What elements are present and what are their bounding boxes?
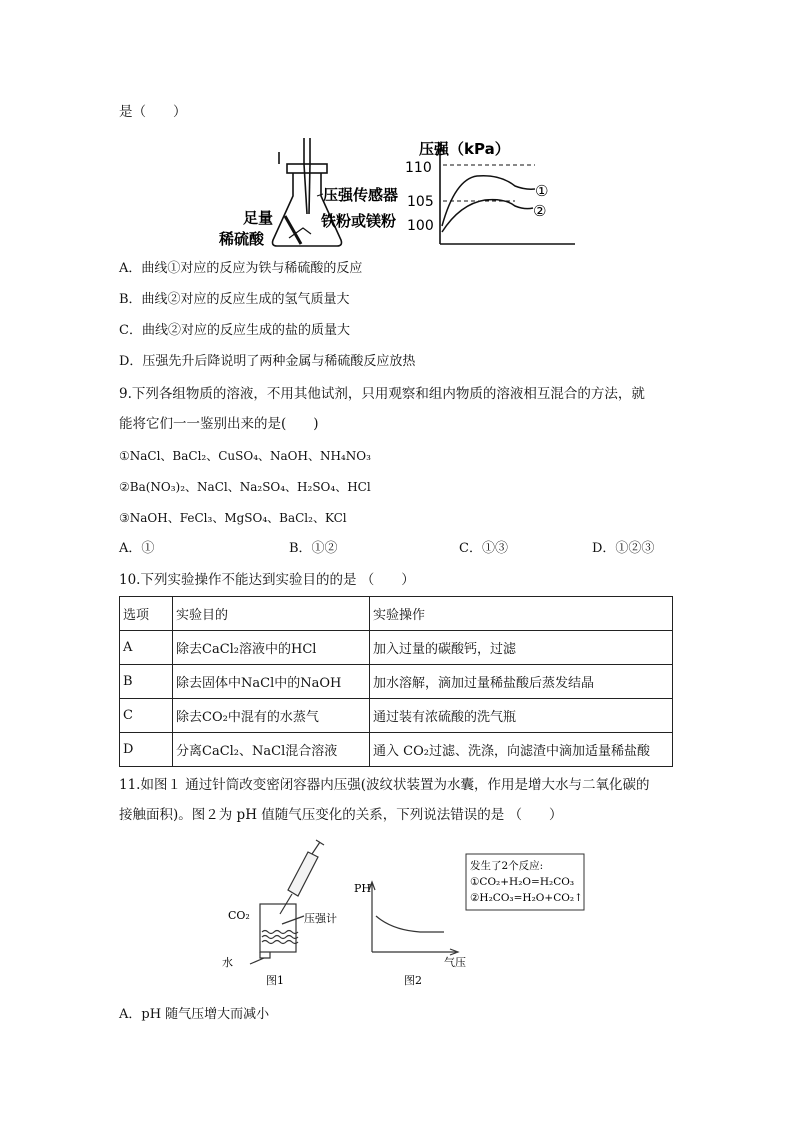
tick-105: 105 — [407, 194, 434, 210]
pressure-graph — [436, 144, 575, 244]
graph-y-label: PH — [354, 882, 371, 895]
q11-stem-1: 11.如图１ 通过针筒改变密闭容器内压强(波纹状装置为水囊，作用是增大水与二氧化碳的 — [119, 777, 650, 793]
graph-x-label: 气压 — [444, 956, 466, 969]
table-cell: B — [120, 665, 173, 699]
table-cell: 加入过量的碳酸钙，过滤 — [370, 631, 673, 665]
table-cell: 除去固体中NaCl中的NaOH — [173, 665, 370, 699]
q8-option-c: C．曲线②对应的反应生成的盐的质量大 — [119, 323, 350, 338]
header-option: 选项 — [120, 597, 173, 631]
container-icon — [250, 904, 304, 964]
q8-option-a: A．曲线①对应的反应为铁与稀硫酸的反应 — [119, 261, 363, 276]
caption-fig2: 图2 — [404, 974, 422, 987]
label-sensor: 压强传感器 — [323, 186, 399, 204]
table-header-row — [120, 597, 673, 631]
q9-stem-1: 9.下列各组物质的溶液，不用其他试剂，只用观察和组内物质的溶液相互混合的方法，就 — [119, 386, 645, 402]
q9-option-c: C．①③ — [459, 541, 508, 556]
ph-graph — [369, 882, 458, 955]
table-row — [120, 733, 673, 767]
label-co2: CO₂ — [228, 909, 250, 922]
header-operation: 实验操作 — [370, 597, 673, 631]
q8-figure — [215, 134, 585, 252]
table-cell: 除去CaCl₂溶液中的HCl — [173, 631, 370, 665]
q9-group-1: ①NaCl、BaCl₂、CuSO₄、NaOH、NH₄NO₃ — [119, 449, 371, 463]
label-gauge: 压强计 — [304, 912, 337, 925]
q8-stem-tail: 是（ ） — [119, 104, 187, 120]
table-cell: C — [120, 699, 173, 733]
table-cell: D — [120, 733, 173, 767]
q9-option-d: D．①②③ — [592, 541, 655, 556]
table-row — [120, 631, 673, 665]
tick-110: 110 — [405, 160, 432, 176]
q8-option-d: D．压强先升后降说明了两种金属与稀硫酸反应放热 — [119, 354, 416, 369]
q10-stem: 10.下列实验操作不能达到实验目的的是 （ ） — [119, 572, 415, 588]
header-purpose: 实验目的 — [173, 597, 370, 631]
q11-stem-2: 接触面积)。图２为 pH 值随气压变化的关系，下列说法错误的是 （ ） — [119, 807, 563, 823]
q9-stem-2: 能将它们一一鉴别出来的是( ) — [119, 416, 319, 432]
q9-option-b: B．①② — [289, 541, 338, 556]
table-cell: 通过装有浓硫酸的洗气瓶 — [370, 699, 673, 733]
q9-group-2: ②Ba(NO₃)₂、NaCl、Na₂SO₄、H₂SO₄、HCl — [119, 480, 371, 494]
experiment-table — [119, 596, 673, 767]
table-row — [120, 665, 673, 699]
q11-option-a: A．pH 随气压增大而减小 — [119, 1007, 270, 1022]
table-row — [120, 699, 673, 733]
q9-group-3: ③NaOH、FeCl₃、MgSO₄、BaCl₂、KCl — [119, 511, 347, 525]
q11-figure — [220, 838, 590, 990]
label-acid-2: 稀硫酸 — [219, 230, 265, 248]
label-water: 水 — [222, 956, 233, 969]
label-acid-1: 足量 — [243, 209, 274, 227]
table-cell: A — [120, 631, 173, 665]
curve-1-mark: ① — [535, 182, 549, 200]
table-cell: 除去CO₂中混有的水蒸气 — [173, 699, 370, 733]
graph-y-label: 压强（kPa） — [419, 140, 510, 158]
syringe-icon — [280, 840, 324, 914]
table-cell: 通入 CO₂过滤、洗涤，向滤渣中滴加适量稀盐酸 — [370, 733, 673, 767]
box-reaction-1: ①CO₂+H₂O=H₂CO₃ — [470, 876, 575, 888]
caption-fig1: 图1 — [266, 974, 284, 987]
table-cell: 加水溶解，滴加过量稀盐酸后蒸发结晶 — [370, 665, 673, 699]
tick-100: 100 — [407, 218, 434, 234]
box-title: 发生了2个反应: — [470, 860, 544, 872]
q9-option-a: A．① — [119, 541, 155, 556]
table-cell: 分离CaCl₂、NaCl混合溶液 — [173, 733, 370, 767]
curve-2 — [442, 200, 533, 232]
curve-2-mark: ② — [533, 202, 547, 220]
label-metal: 铁粉或镁粉 — [321, 212, 397, 230]
box-reaction-2: ②H₂CO₃=H₂O+CO₂↑ — [470, 892, 583, 904]
q8-option-b: B．曲线②对应的反应生成的氢气质量大 — [119, 292, 350, 307]
